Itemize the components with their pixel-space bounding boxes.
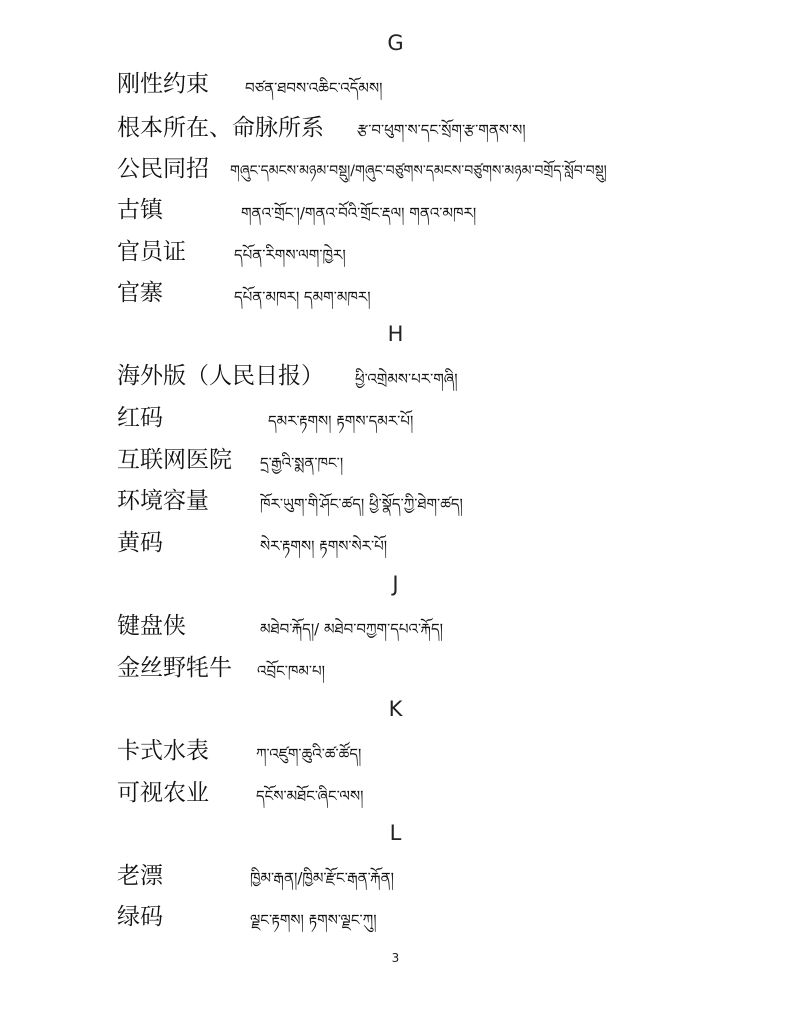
- entry-term: 老漂: [117, 863, 163, 889]
- entry-translation: དངོས་མཐོང་ཞིང་ལས།: [256, 787, 364, 805]
- entry-translation: དྲ་རྒྱའི་སྨན་ཁང་།: [260, 454, 344, 472]
- entry-term: 可视农业: [117, 780, 209, 806]
- entry-term: 刚性约束: [117, 71, 209, 97]
- entry-term: 公民同招: [117, 156, 209, 182]
- section-letter-l: L: [389, 821, 402, 845]
- entry-translation: དཔོན་མཁར། དམག་མཁར།: [234, 288, 371, 306]
- entry-translation: འབྲོང་ཁམ་པ།: [257, 662, 325, 680]
- entry-translation: གནའ་གྲོང་།/གནའ་བོའི་གྲོང་རྡལ། གནའ་མཁར།: [241, 204, 477, 222]
- page-number: 3: [391, 951, 400, 965]
- section-letter-g: G: [387, 31, 404, 55]
- entry-translation: ཕྱི་འགྲེམས་པར་གཞི།: [355, 370, 458, 388]
- entry-term: 红码: [117, 405, 163, 431]
- entry-translation: བཙན་ཐབས་འཆིང་འདོམས།: [245, 79, 383, 97]
- entry-term: 海外版（人民日报）: [117, 363, 324, 389]
- entry-translation: དམར་རྟགས། རྟགས་དམར་པོ།: [268, 412, 414, 430]
- entry-term: 环境容量: [117, 488, 209, 514]
- entry-translation: ཀ་འཛུག་ཆུའི་ཚ་ཚོད།: [256, 745, 362, 763]
- section-letter-k: K: [388, 697, 403, 721]
- entry-translation: གཞུང་དམངས་མཉམ་བསྡུ།/གཞུང་བཙུགས་དམངས་བཙུགས་མཉམ་བགྲོད་སློབ་བསྡུ།: [230, 163, 607, 179]
- entry-term: 绿码: [117, 904, 163, 930]
- entry-translation: ལྗང་རྟགས། རྟགས་ལྗང་ཀུ།: [250, 911, 377, 929]
- entry-term: 金丝野牦牛: [117, 655, 232, 681]
- entry-translation: རྩ་བ་ཕུག་ས་དང་སྲོག་རྩ་གནས་ས།: [357, 121, 526, 139]
- entry-translation: ཁོར་ཡུག་གི་ཤོང་ཚད། ཕྱི་སྣོད་ཀྱི་ཐེག་ཚད།: [260, 495, 463, 513]
- entry-translation: ཁྱིམ་རྒན།/ཁྱིམ་རྫོང་རྒན་རྐོན།: [250, 869, 394, 887]
- entry-term: 根本所在、命脉所系: [117, 115, 324, 141]
- entry-term: 官寨: [117, 280, 163, 306]
- entry-translation: དཔོན་རིགས་ལག་ཁྱེར།: [234, 246, 346, 264]
- entry-term: 键盘侠: [117, 613, 186, 639]
- entry-term: 黄码: [117, 530, 163, 556]
- entry-term: 互联网医院: [117, 447, 232, 473]
- entry-term: 卡式水表: [117, 738, 209, 764]
- entry-translation: སེར་རྟགས། རྟགས་སེར་པོ།: [260, 537, 388, 555]
- entry-term: 官员证: [117, 239, 186, 265]
- entry-term: 古镇: [117, 197, 163, 223]
- section-letter-h: H: [387, 322, 404, 346]
- entry-translation: མཐེབ་རྐོད།/ མཐེབ་བཀྱག་དཔའ་རྐོད།: [260, 620, 443, 638]
- section-letter-j: J: [392, 572, 399, 596]
